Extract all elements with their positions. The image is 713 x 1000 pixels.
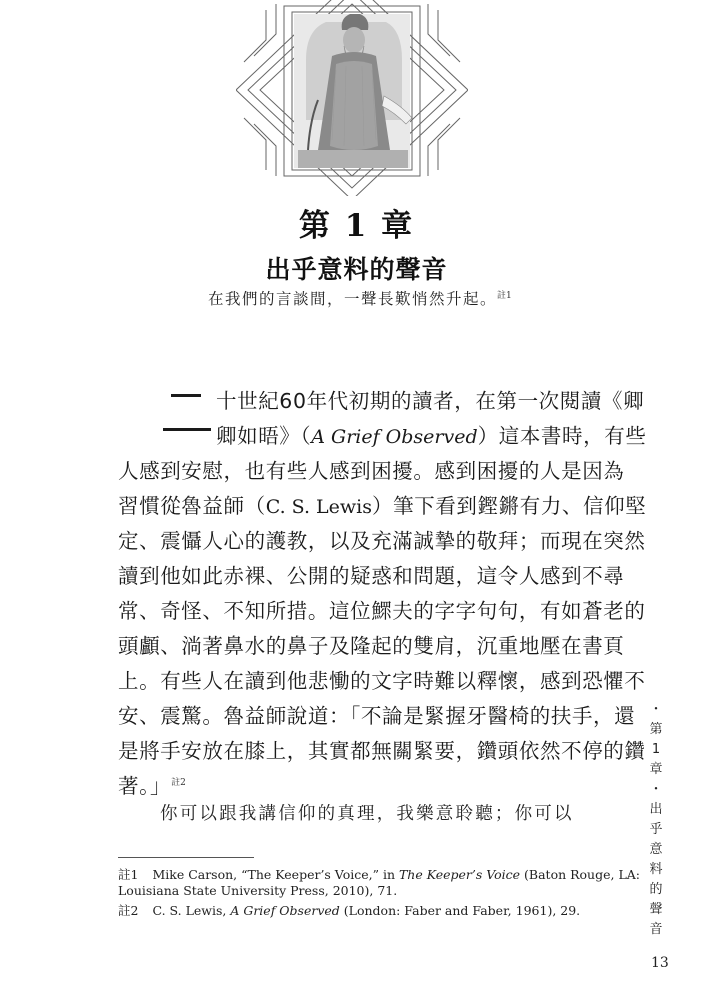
body-line-2 bbox=[216, 419, 646, 449]
running-head-char: ・ bbox=[649, 702, 663, 717]
footnote-1-continuation: Louisiana State University Press, 2010), 71. bbox=[118, 883, 398, 898]
body-line-4 bbox=[118, 489, 646, 519]
body-line-10: 安、震驚。魯益師說道：「不論是緊握牙醫椅的扶手，還 bbox=[118, 704, 636, 728]
footnote-2-pre: C. S. Lewis, bbox=[152, 903, 231, 918]
body-line-3: 人感到安慰，也有些人感到困擾。感到困擾的人是因為 bbox=[118, 459, 625, 483]
body-line-1: 十世紀60年代初期的讀者，在第一次閱讀《卿 bbox=[216, 389, 645, 413]
poem-line: 你可以跟我講信仰的真理，我樂意聆聽；你可以 bbox=[160, 804, 574, 824]
running-head-char: 意 bbox=[649, 842, 663, 857]
body-line-2-tail: ）這本書時，有些 bbox=[477, 424, 647, 448]
body-line-9: 上。有些人在讀到他悲慟的文字時難以釋懷，感到恐懼不 bbox=[118, 669, 646, 693]
footnote-1-post: (Baton Rouge, LA: bbox=[520, 867, 640, 882]
footnote-1-title: The Keeper’s Voice bbox=[398, 867, 521, 882]
chapter-emblem-icon bbox=[236, 0, 468, 196]
body-line-4-head: 習慣從魯益師（ bbox=[118, 494, 266, 518]
epigraph bbox=[208, 287, 512, 309]
page-number: 13 bbox=[651, 955, 669, 971]
running-head-char: 聲 bbox=[649, 902, 663, 917]
footnote-1 bbox=[118, 865, 640, 883]
epigraph-text: 在我們的言談間，一聲長歎悄然升起。 bbox=[208, 290, 498, 308]
chapter-number: 第 1 章 bbox=[298, 208, 415, 244]
running-head-char: 料 bbox=[649, 862, 663, 877]
body-line-12 bbox=[118, 769, 186, 799]
drop-cap bbox=[163, 382, 215, 444]
running-head-char: ・ bbox=[649, 782, 663, 797]
footnote-2-mark: 註2 bbox=[118, 903, 139, 918]
footnote-2 bbox=[118, 901, 580, 919]
body-line-4-tail: ）筆下看到鏗鏘有力、信仰堅 bbox=[372, 494, 647, 518]
footnote-ref-2[interactable]: 註2 bbox=[171, 778, 186, 789]
running-head-char: 的 bbox=[649, 882, 663, 897]
body-line-7: 常、奇怪、不知所措。這位鰥夫的字字句句，有如蒼老的 bbox=[118, 599, 646, 623]
body-line-12-text: 著。」 bbox=[118, 774, 172, 798]
running-head-char: 1 bbox=[651, 742, 661, 757]
running-head-char: 章 bbox=[649, 762, 663, 777]
drop-cap-upper-stroke bbox=[171, 394, 201, 397]
footnote-1-mark: 註1 bbox=[118, 867, 139, 882]
running-head bbox=[645, 700, 667, 940]
drop-cap-lower-stroke bbox=[163, 428, 211, 431]
chapter-title: 出乎意料的聲音 bbox=[265, 255, 448, 284]
footnote-2-post: (London: Faber and Faber, 1961), 29. bbox=[339, 903, 581, 918]
running-head-char: 出 bbox=[649, 802, 663, 817]
footnote-2-title: A Grief Observed bbox=[230, 903, 340, 918]
book-title-grief-observed: A Grief Observed bbox=[311, 426, 478, 448]
author-name-latin: C. S. Lewis bbox=[265, 496, 373, 518]
body-line-5: 定、震懾人心的護教，以及充滿誠摯的敬拜；而現在突然 bbox=[118, 529, 646, 553]
body-line-11: 是將手安放在膝上，其實都無關緊要，鑽頭依然不停的鑽 bbox=[118, 739, 646, 763]
running-head-char: 乎 bbox=[649, 822, 663, 837]
running-head-char: 音 bbox=[649, 922, 663, 937]
body-line-2-head: 卿如晤》（ bbox=[216, 424, 312, 448]
footnote-ref-1[interactable]: 註1 bbox=[497, 290, 512, 301]
body-line-6: 讀到他如此赤裸、公開的疑惑和問題，這令人感到不尋 bbox=[118, 564, 625, 588]
body-line-8: 頭顱、淌著鼻水的鼻子及隆起的雙肩，沉重地壓在書頁 bbox=[118, 634, 625, 658]
footnote-divider bbox=[118, 857, 254, 858]
footnote-1-pre: Mike Carson, “The Keeper’s Voice,” in bbox=[152, 867, 399, 882]
running-head-char: 第 bbox=[649, 722, 663, 737]
